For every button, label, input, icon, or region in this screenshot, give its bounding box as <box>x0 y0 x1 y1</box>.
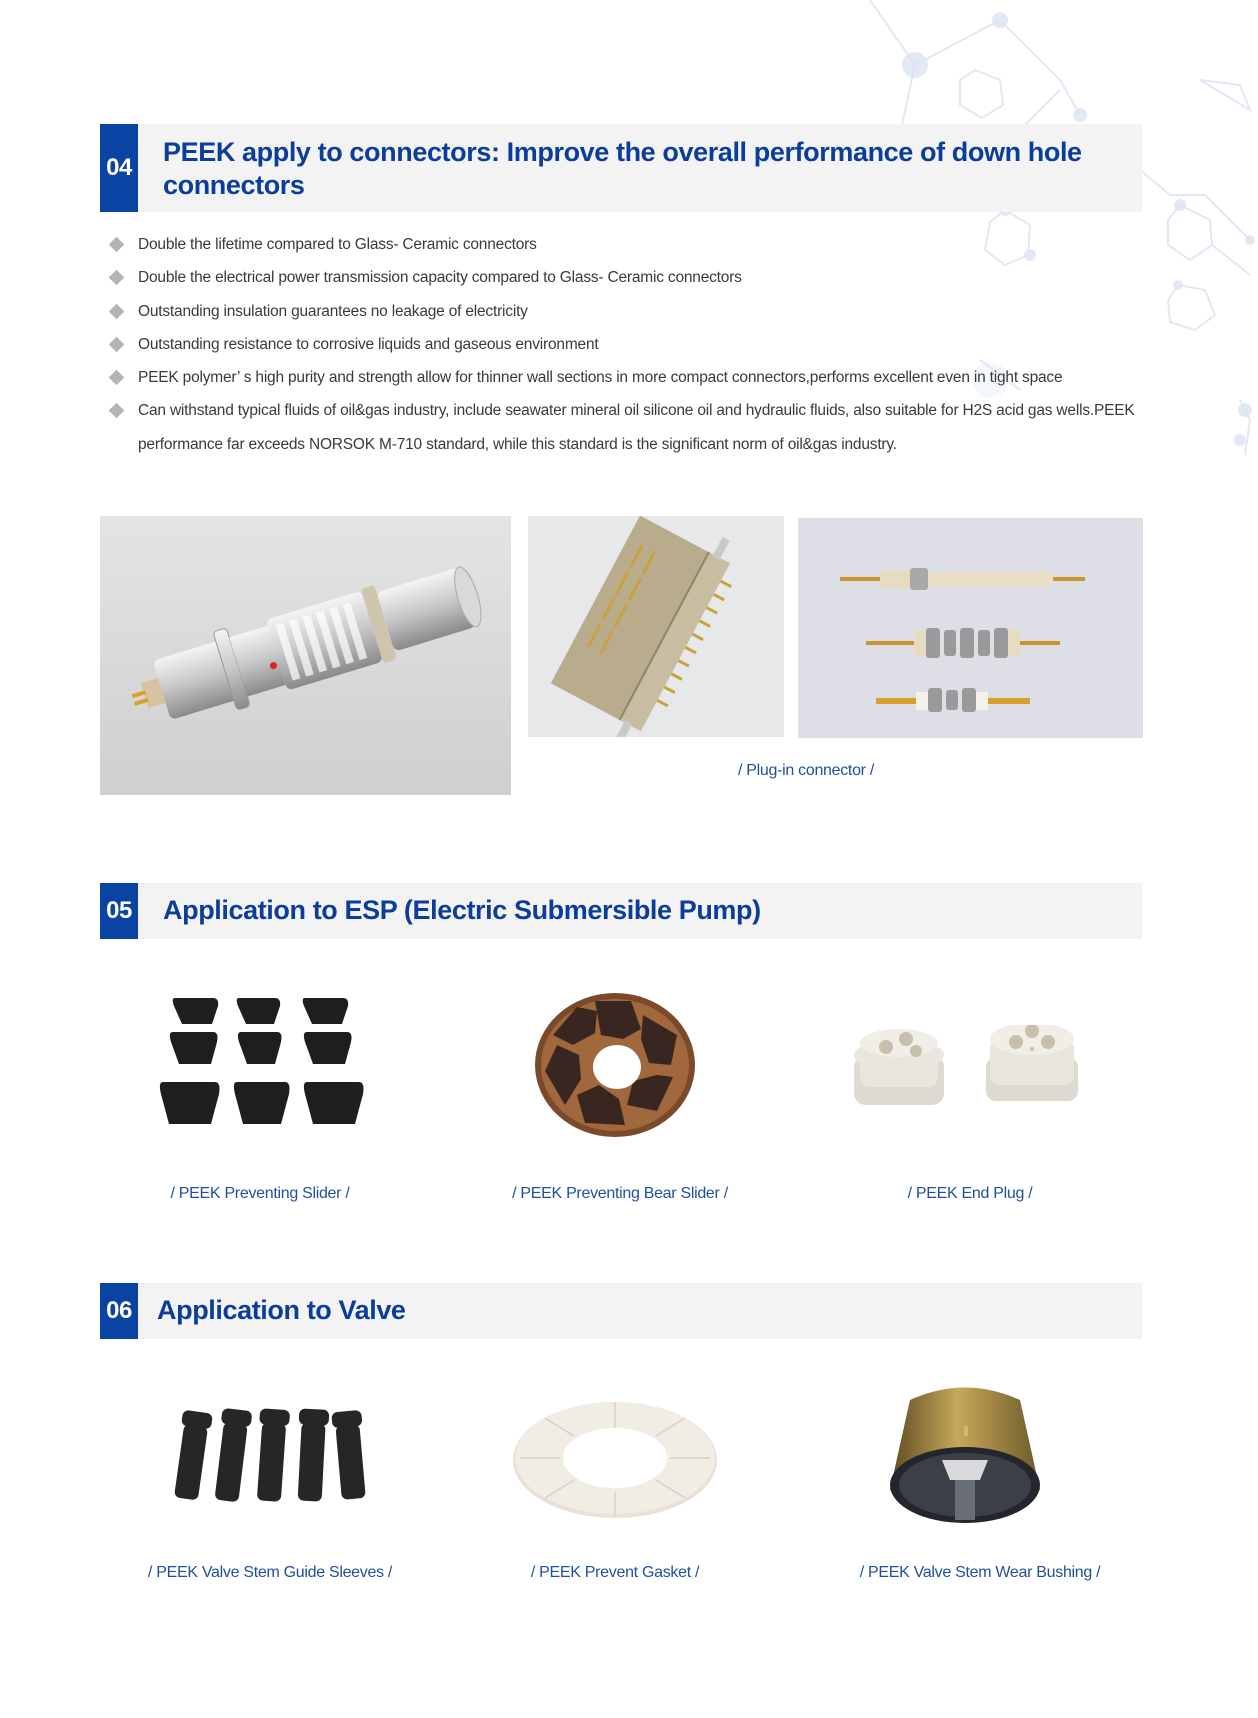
diamond-bullet-icon <box>109 337 125 353</box>
bullet-item <box>108 328 1148 361</box>
bullet-item <box>108 394 1148 461</box>
section-number-badge: 04 <box>100 124 138 212</box>
diamond-bullet-icon <box>109 237 125 253</box>
circular-metal-connector-photo <box>100 516 511 795</box>
peek-preventing-slider-image <box>155 990 375 1140</box>
section-number-badge: 05 <box>100 883 138 939</box>
diamond-bullet-icon <box>109 303 125 319</box>
section-04-header <box>100 124 1142 212</box>
feature-bullet-list <box>108 228 1148 461</box>
feedthrough-pins-photo <box>798 518 1143 738</box>
product-caption: / PEEK Preventing Bear Slider / <box>512 1185 728 1202</box>
diamond-bullet-icon <box>109 403 125 419</box>
diamond-bullet-icon <box>109 370 125 386</box>
peek-prevent-gasket-image <box>510 1400 720 1520</box>
section-title: PEEK apply to connectors: Improve the overall performance of down hole connectors <box>163 137 1082 200</box>
bullet-item <box>108 228 1148 261</box>
section-title: Application to ESP (Electric Submersible Pump) <box>163 895 761 925</box>
product-caption: / PEEK Prevent Gasket / <box>530 1564 700 1581</box>
bullet-item <box>108 261 1148 294</box>
bullet-text: Outstanding insulation guarantees no leakage of electricity <box>138 302 528 320</box>
bullet-text: PEEK polymer’ s high purity and strength allow for thinner wall sections in more compact connectors,performs excellent even in tight space <box>138 369 1063 387</box>
section-title: Application to Valve <box>157 1295 406 1325</box>
rectangular-pin-connector-photo <box>528 516 784 737</box>
bullet-text: Double the electrical power transmission capacity compared to Glass- Ceramic connectors <box>138 269 742 287</box>
product-caption: / PEEK Valve Stem Wear Bushing / <box>859 1564 1101 1581</box>
peek-valve-stem-guide-sleeves-image <box>165 1405 385 1505</box>
product-caption: / PEEK End Plug / <box>907 1185 1033 1202</box>
plug-in-connector-caption: / Plug-in connector / <box>738 762 874 779</box>
peek-preventing-bear-slider-image <box>525 985 705 1145</box>
section-05-header <box>100 883 1142 939</box>
bullet-item <box>108 295 1148 328</box>
bullet-item <box>108 361 1148 394</box>
peek-end-plug-image <box>850 1025 1090 1125</box>
product-caption: / PEEK Valve Stem Guide Sleeves / <box>147 1564 393 1581</box>
bullet-text: Double the lifetime compared to Glass- Ceramic connectors <box>138 236 537 253</box>
section-number-badge: 06 <box>100 1283 138 1339</box>
bullet-text: Outstanding resistance to corrosive liquids and gaseous environment <box>138 335 599 353</box>
section-06-header <box>100 1283 1142 1339</box>
peek-valve-stem-wear-bushing-image <box>880 1380 1050 1530</box>
bullet-text: Can withstand typical fluids of oil&gas industry, include seawater mineral oil silicone oil and hydraulic fluids, also suitable for H2S acid gas wells.PEEK performance far exceeds NORSOK M-710 standard, while this standard is the significant norm of oil&gas industry. <box>138 402 1135 453</box>
diamond-bullet-icon <box>109 270 125 286</box>
product-caption: / PEEK Preventing Slider / <box>170 1185 350 1202</box>
